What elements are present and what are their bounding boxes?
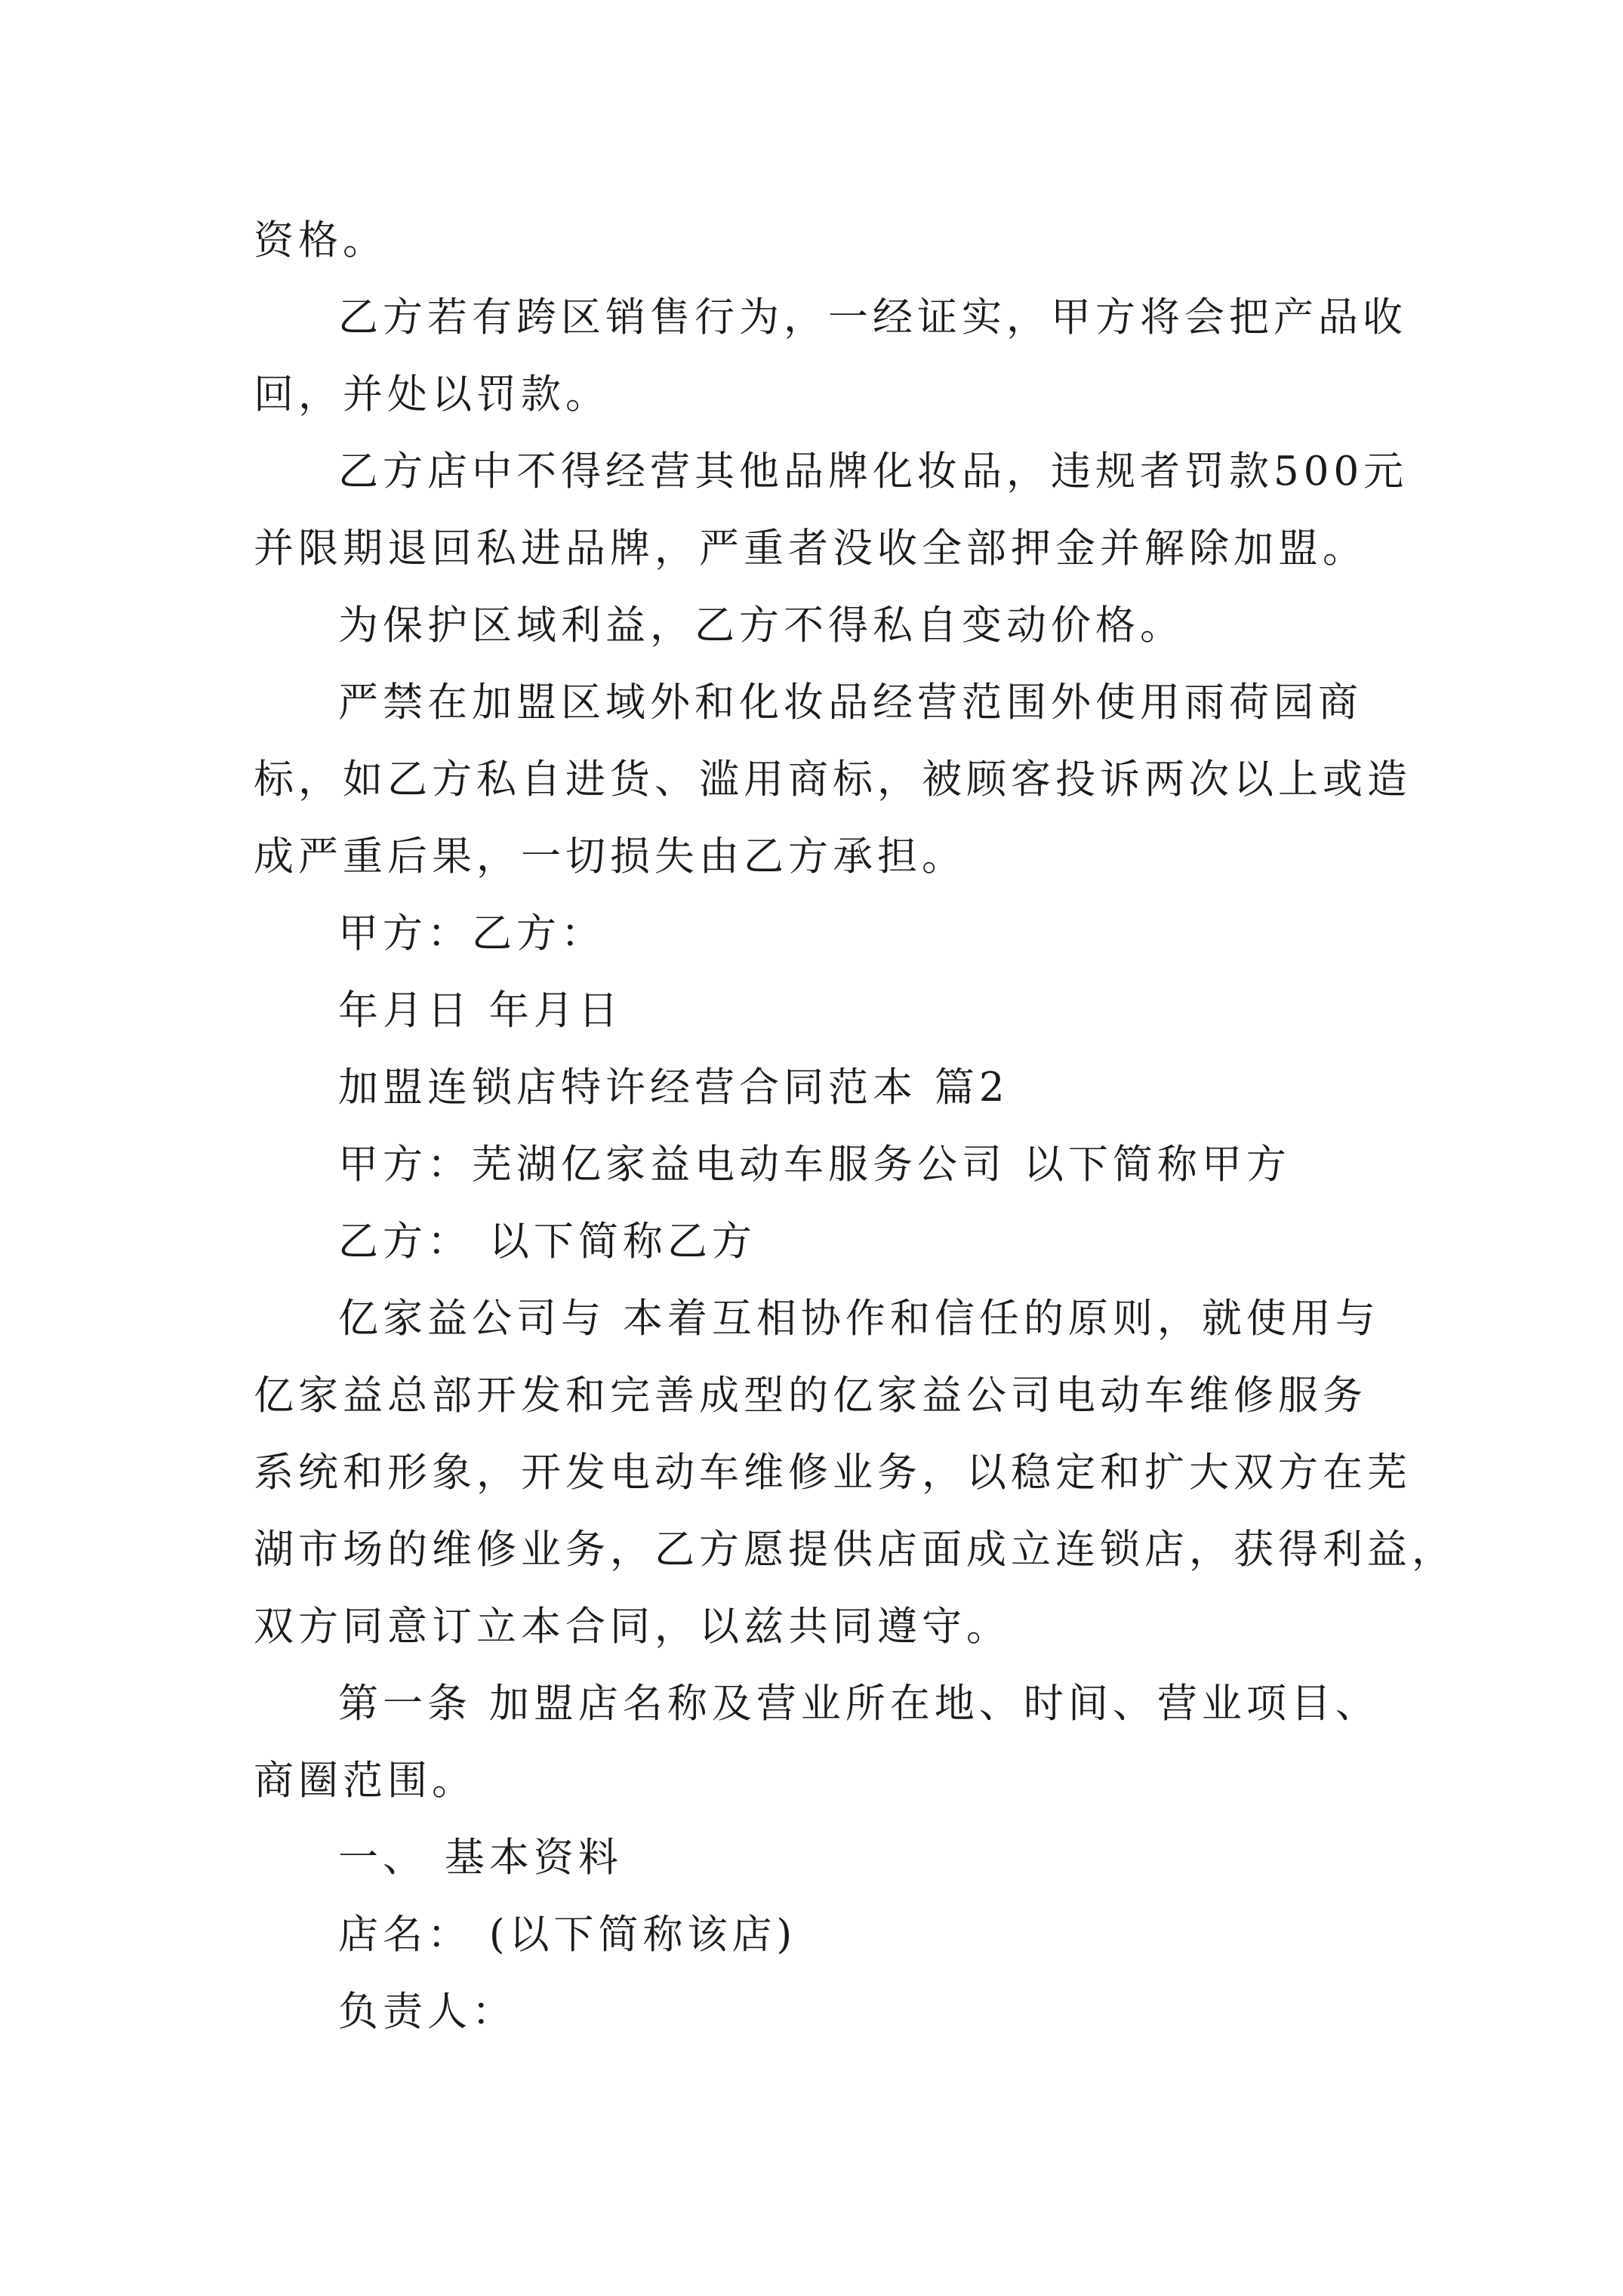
text-line: 系统和形象，开发电动车维修业务，以稳定和扩大双方在芜 (254, 1450, 1412, 1496)
text-line: 双方同意订立本合同，以兹共同遵守。 (254, 1604, 1011, 1650)
text-line: 回，并处以罚款。 (254, 371, 610, 418)
section-title: 加盟连锁店特许经营合同范本 篇2 (338, 1065, 1009, 1111)
document-body (254, 202, 1456, 2051)
manager-field: 负责人： (338, 1989, 516, 2035)
text-line: 商圈范围。 (254, 1758, 476, 1804)
article-heading: 第一条 加盟店名称及营业所在地、时间、营业项目、 (338, 1681, 1380, 1727)
text-line: 为保护区域利益，乙方不得私自变动价格。 (338, 603, 1184, 649)
party-b: 乙方： 以下简称乙方 (338, 1219, 756, 1265)
text-line: 资格。 (254, 217, 387, 264)
text-line: 亿家益公司与 本着互相协作和信任的原则，就使用与 (338, 1296, 1380, 1342)
text-line: 乙方若有跨区销售行为，一经证实，甲方将会把产品收 (338, 294, 1407, 341)
text-line: 标，如乙方私自进货、滥用商标，被顾客投诉两次以上或造 (254, 757, 1412, 803)
party-a: 甲方：芜湖亿家益电动车服务公司 以下简称甲方 (338, 1142, 1291, 1188)
signature-dates: 年月日 年月日 (338, 988, 623, 1034)
text-line: 并限期退回私进品牌，严重者没收全部押金并解除加盟。 (254, 525, 1367, 572)
subsection-heading: 一、 基本资料 (338, 1835, 623, 1881)
text-line: 乙方店中不得经营其他品牌化妆品，违规者罚款500元 (338, 448, 1409, 495)
text-line: 严禁在加盟区域外和化妆品经营范围外使用雨荷园商 (338, 680, 1363, 726)
text-line: 亿家益总部开发和完善成型的亿家益公司电动车维修服务 (254, 1373, 1367, 1419)
text-line: 成严重后果，一切损失由乙方承担。 (254, 834, 966, 880)
signature-parties: 甲方：乙方： (338, 911, 605, 957)
store-name-field: 店名： (以下简称该店) (338, 1912, 797, 1958)
text-line: 湖市场的维修业务，乙方愿提供店面成立连锁店，获得利益， (254, 1527, 1456, 1573)
